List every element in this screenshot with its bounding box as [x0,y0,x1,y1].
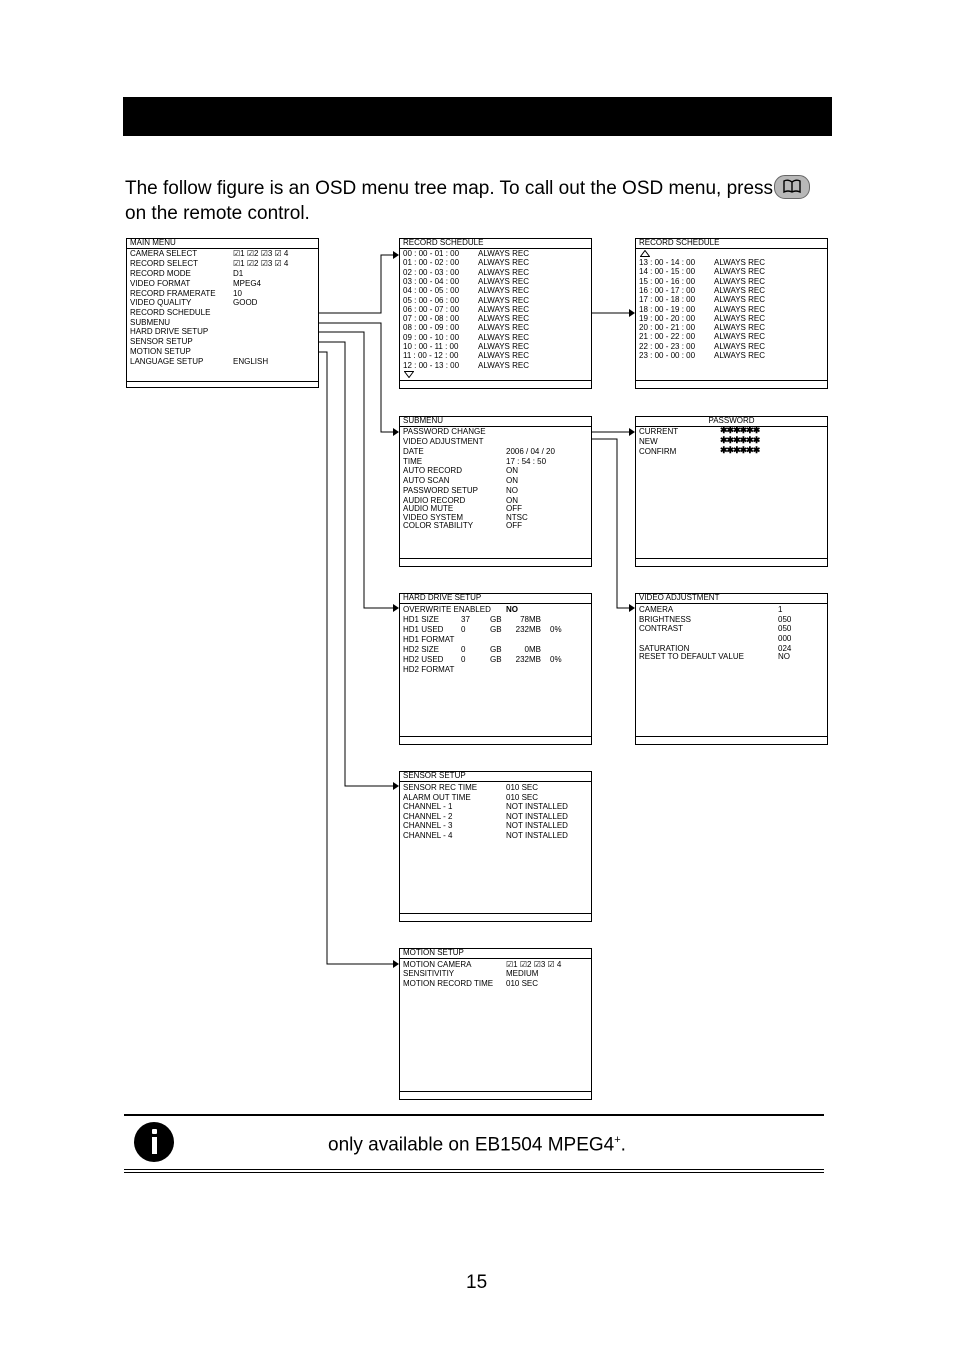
schedule-time: 06 : 00 - 07 : 00 [403,304,460,314]
menu-item-value: MPEG4 [233,279,262,288]
hd-size-mb: 0MB [524,645,541,654]
schedule-time: 04 : 00 - 05 : 00 [403,286,460,296]
hard-drive-setup-title: HARD DRIVE SETUP [400,594,591,604]
sensor-setup-row[interactable] [400,812,591,821]
schedule-row[interactable] [400,286,591,295]
schedule-mode: ALWAYS REC [714,258,765,267]
box-footer [400,380,591,388]
main-menu-item[interactable] [127,308,318,317]
sensor-setup-value: NOT INSTALLED [506,812,568,821]
motion-setup-value: ☑1 ☑2 ☑3 ☑ 4 [506,960,562,969]
motion-setup-title: MOTION SETUP [400,949,591,959]
hard-drive-row[interactable] [400,665,591,674]
main-menu-item[interactable] [127,347,318,356]
schedule-row[interactable] [636,351,827,360]
box-footer [636,736,827,744]
schedule-mode: ALWAYS REC [714,276,765,286]
submenu-item-label: PASSWORD SETUP [403,486,478,495]
hd-label: HD2 FORMAT [403,665,455,674]
sensor-setup-label: CHANNEL - 4 [403,831,453,840]
hd-size-mb: 232MB [515,625,541,634]
schedule-time: 23 : 00 - 00 : 00 [639,351,696,360]
box-footer [127,381,318,387]
note-top-rule [124,1114,824,1116]
schedule-time: 20 : 00 - 21 : 00 [639,323,696,333]
menu-item-label: SENSOR SETUP [130,337,193,346]
menu-item-label: CAMERA SELECT [130,249,198,258]
submenu-item-value: 17 : 54 : 50 [506,457,547,466]
schedule-time: 00 : 00 - 01 : 00 [403,249,460,258]
hd-size-gb: 0 [461,655,466,664]
schedule-time: 05 : 00 - 06 : 00 [403,295,460,305]
schedule-mode: ALWAYS REC [714,295,765,305]
submenu-item-value: 2006 / 04 / 20 [506,447,555,456]
video-adjustment-row[interactable] [636,624,827,633]
video-adjustment-value: NO [778,652,790,661]
schedule-row[interactable] [636,286,827,295]
submenu-item-value: ON [506,476,518,485]
schedule-mode: ALWAYS REC [478,276,529,286]
video-adjustment-row[interactable] [636,615,827,624]
schedule-mode: ALWAYS REC [714,313,765,323]
sensor-setup-box [399,771,592,922]
schedule-mode: ALWAYS REC [714,351,765,360]
overwrite-value: NO [506,605,518,614]
schedule-time: 12 : 00 - 13 : 00 [403,360,460,370]
overwrite-row[interactable] [403,605,491,614]
schedule-row[interactable] [400,277,591,286]
schedule-mode: ALWAYS REC [478,267,529,277]
video-adjustment-title: VIDEO ADJUSTMENT [636,594,827,604]
menu-item-value: D1 [233,269,244,278]
password-field[interactable] [636,447,827,456]
schedule-time: 14 : 00 - 15 : 00 [639,267,696,277]
schedule-mode: ALWAYS REC [478,258,529,268]
schedule-row[interactable] [400,296,591,305]
sensor-setup-value: 010 SEC [506,793,539,802]
intro-line-2: on the remote control. [125,203,310,224]
password-box [635,416,828,567]
sensor-setup-row[interactable] [400,793,591,802]
schedule-time: 22 : 00 - 23 : 00 [639,341,696,351]
motion-setup-row[interactable] [400,969,591,978]
box-footer [400,736,591,744]
schedule-time: 21 : 00 - 22 : 00 [639,332,696,342]
note-tail: . [620,1134,626,1156]
hd-size-gb: 0 [461,645,466,654]
schedule-row[interactable] [400,314,591,323]
main-menu-title: MAIN MENU [127,239,318,249]
motion-setup-row[interactable] [400,960,591,969]
sensor-setup-title: SENSOR SETUP [400,772,591,782]
main-menu-item[interactable] [127,327,318,336]
intro-line-1: The follow figure is an OSD menu tree map. To call out the OSD menu, press [125,178,774,199]
menu-item-label: RECORD FRAMERATE [130,289,216,298]
motion-setup-label: MOTION CAMERA [403,960,472,969]
hd-unit: GB [490,655,502,664]
main-menu-box [126,238,319,388]
menu-item-label: MOTION SETUP [130,347,191,356]
schedule-mode: ALWAYS REC [714,323,765,333]
submenu-item-value: OFF [506,521,522,530]
motion-setup-label: MOTION RECORD TIME [403,979,494,988]
submenu-item-label: COLOR STABILITY [403,521,474,530]
main-menu-item[interactable] [127,249,318,258]
submenu-item[interactable] [400,427,591,436]
schedule-row[interactable] [400,342,591,351]
hd-size-gb: 37 [461,615,470,624]
schedule-row[interactable] [636,332,827,341]
schedule-row[interactable] [400,361,591,370]
submenu-item-value: NTSC [506,513,528,522]
hard-drive-row[interactable] [400,635,591,644]
submenu-item[interactable] [400,457,591,466]
schedule-time: 19 : 00 - 20 : 00 [639,313,696,323]
hd-size-mb: 78MB [520,615,541,624]
video-adjustment-value: 1 [778,605,783,614]
menu-item-value: 10 [233,289,242,298]
hd-used-percent: 0% [550,655,562,664]
video-adjustment-value: 000 [778,634,792,643]
submenu-item[interactable] [400,521,591,530]
record-schedule-box-2 [635,238,828,389]
sensor-setup-label: SENSOR REC TIME [403,783,478,792]
note-bottom-rule [124,1169,824,1170]
motion-setup-value: 010 SEC [506,979,539,988]
box-footer [400,913,591,921]
schedule-time: 17 : 00 - 18 : 00 [639,295,696,305]
schedule-mode: ALWAYS REC [478,360,529,370]
motion-setup-row[interactable] [400,979,591,988]
schedule-mode: ALWAYS REC [714,332,765,342]
schedule-row[interactable] [636,267,827,276]
hd-label: HD2 SIZE [403,645,440,654]
schedule-time: 01 : 00 - 02 : 00 [403,258,460,268]
sensor-setup-value: NOT INSTALLED [506,821,568,830]
motion-setup-value: MEDIUM [506,969,539,978]
hard-drive-row[interactable] [400,615,591,624]
sensor-setup-row[interactable] [400,783,591,792]
password-field-label: CONFIRM [639,447,677,456]
note-text [328,1134,626,1156]
hd-unit: GB [490,615,502,624]
main-menu-item[interactable] [127,337,318,346]
main-menu-item[interactable] [127,298,318,307]
schedule-time: 13 : 00 - 14 : 00 [639,258,696,267]
main-menu-item[interactable] [127,279,318,288]
schedule-row[interactable] [400,323,591,332]
overwrite-label: OVERWRITE ENABLED [403,605,491,614]
menu-item-value: ☑1 ☑2 ☑3 ☑ 4 [233,249,289,258]
schedule-row[interactable] [636,323,827,332]
menu-item-label: VIDEO QUALITY [130,298,192,307]
schedule-mode: ALWAYS REC [714,267,765,277]
note-bottom-rule-2 [124,1172,824,1173]
schedule-row[interactable] [400,333,591,342]
menu-item-label: RECORD MODE [130,269,191,278]
schedule-row[interactable] [636,277,827,286]
submenu-item[interactable] [400,504,591,513]
submenu-item-label: AUTO RECORD [403,466,462,475]
menu-item-label: VIDEO FORMAT [130,279,191,288]
submenu-item[interactable] [400,447,591,456]
motion-setup-box [399,948,592,1100]
menu-item-value: GOOD [233,298,258,307]
hd-label: HD1 SIZE [403,615,440,624]
schedule-time: 18 : 00 - 19 : 00 [639,304,696,314]
note-sup: + [614,1134,621,1146]
schedule-time: 09 : 00 - 10 : 00 [403,332,460,342]
schedule-time: 15 : 00 - 16 : 00 [639,276,696,286]
hd-used-percent: 0% [550,625,562,634]
hard-drive-row[interactable] [400,655,591,664]
submenu-item-label: AUTO SCAN [403,476,450,485]
schedule-mode: ALWAYS REC [478,295,529,305]
submenu-item-value: ON [506,466,518,475]
schedule-mode: ALWAYS REC [478,314,529,324]
submenu-item-label: AUDIO RECORD [403,496,466,505]
hard-drive-setup-box [399,593,592,745]
box-footer [400,1091,591,1099]
submenu-item-value: NO [506,486,518,495]
box-footer [636,558,827,566]
submenu-item-value: OFF [506,504,522,513]
main-menu-item[interactable] [127,357,318,366]
sensor-setup-value: 010 SEC [506,783,539,792]
main-menu-item[interactable] [127,259,318,268]
password-masked-value: ✱✱✱✱✱✱ [720,435,760,445]
video-adjustment-box [635,593,828,745]
schedule-row[interactable] [636,305,827,314]
schedule-mode: ALWAYS REC [478,286,529,296]
schedule-time: 07 : 00 - 08 : 00 [403,314,460,324]
password-field-label: NEW [639,437,658,446]
schedule-time: 02 : 00 - 03 : 00 [403,267,460,277]
hd-size-mb: 232MB [515,655,541,664]
video-adjustment-label: CONTRAST [639,624,683,633]
submenu-box [399,416,592,567]
main-menu-item[interactable] [127,269,318,278]
note-text-main: only available on EB1504 MPEG4 [328,1134,615,1156]
submenu-item-label: VIDEO ADJUSTMENT [403,437,484,446]
video-adjustment-label: BRIGHTNESS [639,615,692,624]
menu-item-label: LANGUAGE SETUP [130,357,204,366]
schedule-mode: ALWAYS REC [478,304,529,314]
page-number: 15 [466,1272,488,1293]
menu-item-label: RECORD SELECT [130,259,199,268]
hd-label: HD1 USED [403,625,444,634]
menu-item-value: ☑1 ☑2 ☑3 ☑ 4 [233,259,289,268]
sensor-setup-row[interactable] [400,821,591,830]
menu-item-label: SUBMENU [130,318,171,327]
record-schedule-title-2: RECORD SCHEDULE [636,239,827,249]
hd-unit: GB [490,625,502,634]
sensor-setup-label: CHANNEL - 2 [403,812,453,821]
schedule-row[interactable] [636,258,827,267]
submenu-item[interactable] [400,437,591,446]
video-adjustment-label: RESET TO DEFAULT VALUE [639,652,744,661]
main-menu-item[interactable] [127,318,318,327]
hard-drive-row[interactable] [400,625,591,634]
schedule-row[interactable] [636,342,827,351]
record-schedule-title-1: RECORD SCHEDULE [400,239,591,249]
scroll-down-arrow-icon[interactable] [404,371,414,378]
schedule-row[interactable] [636,314,827,323]
schedule-mode: ALWAYS REC [478,351,529,361]
sensor-setup-row[interactable] [400,831,591,840]
hd-unit: GB [490,645,502,654]
submenu-item[interactable] [400,476,591,485]
schedule-row[interactable] [400,351,591,360]
submenu-item-label: AUDIO MUTE [403,504,454,513]
submenu-item[interactable] [400,466,591,475]
hd-label: HD1 FORMAT [403,635,455,644]
schedule-time: 08 : 00 - 09 : 00 [403,323,460,333]
schedule-mode: ALWAYS REC [478,249,529,258]
box-footer [636,380,827,388]
sensor-setup-row[interactable] [400,802,591,811]
submenu-item-label: VIDEO SYSTEM [403,513,464,522]
submenu-item-label: DATE [403,447,424,456]
video-adjustment-row[interactable] [636,605,827,614]
schedule-mode: ALWAYS REC [478,323,529,333]
schedule-row[interactable] [400,305,591,314]
box-footer [400,558,591,566]
main-menu-item[interactable] [127,289,318,298]
sensor-setup-label: ALARM OUT TIME [403,793,471,802]
hd-size-gb: 0 [461,625,466,634]
schedule-row[interactable] [636,295,827,304]
submenu-item-label: PASSWORD CHANGE [403,427,486,436]
submenu-item-value: ON [506,496,518,505]
video-adjustment-value: 024 [778,644,792,653]
password-title: PASSWORD [636,417,827,427]
video-adjustment-value: 050 [778,624,792,633]
menu-item-value: ENGLISH [233,357,269,366]
menu-item-label: RECORD SCHEDULE [130,308,211,317]
schedule-time: 16 : 00 - 17 : 00 [639,285,696,295]
schedule-mode: ALWAYS REC [714,304,765,314]
password-masked-value: ✱✱✱✱✱✱ [720,425,760,435]
schedule-time: 11 : 00 - 12 : 00 [403,351,459,361]
submenu-title: SUBMENU [400,417,591,427]
schedule-mode: ALWAYS REC [478,342,529,351]
hd-label: HD2 USED [403,655,444,664]
scroll-up-arrow-icon[interactable] [640,250,650,257]
menu-item-label: HARD DRIVE SETUP [130,327,209,336]
video-adjustment-row[interactable] [636,652,827,661]
video-adjustment-value: 050 [778,615,792,624]
sensor-setup-value: NOT INSTALLED [506,802,568,811]
schedule-mode: ALWAYS REC [714,285,765,295]
schedule-row[interactable] [400,258,591,267]
schedule-row[interactable] [400,249,591,258]
video-adjustment-row[interactable] [636,634,827,643]
schedule-row[interactable] [400,268,591,277]
schedule-mode: ALWAYS REC [714,341,765,351]
sensor-setup-label: CHANNEL - 3 [403,821,453,830]
submenu-item[interactable] [400,486,591,495]
motion-setup-label: SENSITIVITIY [403,969,455,978]
info-icon [134,1122,174,1162]
schedule-time: 10 : 00 - 11 : 00 [403,342,459,351]
submenu-item-label: TIME [403,457,423,466]
sensor-setup-label: CHANNEL - 1 [403,802,453,811]
schedule-mode: ALWAYS REC [478,332,529,342]
password-masked-value: ✱✱✱✱✱✱ [720,445,760,455]
hard-drive-row[interactable] [400,645,591,654]
password-field-label: CURRENT [639,427,679,436]
record-schedule-box-1 [399,238,592,389]
schedule-time: 03 : 00 - 04 : 00 [403,276,460,286]
sensor-setup-value: NOT INSTALLED [506,831,568,840]
video-adjustment-label: SATURATION [639,644,690,653]
video-adjustment-label: CAMERA [639,605,674,614]
